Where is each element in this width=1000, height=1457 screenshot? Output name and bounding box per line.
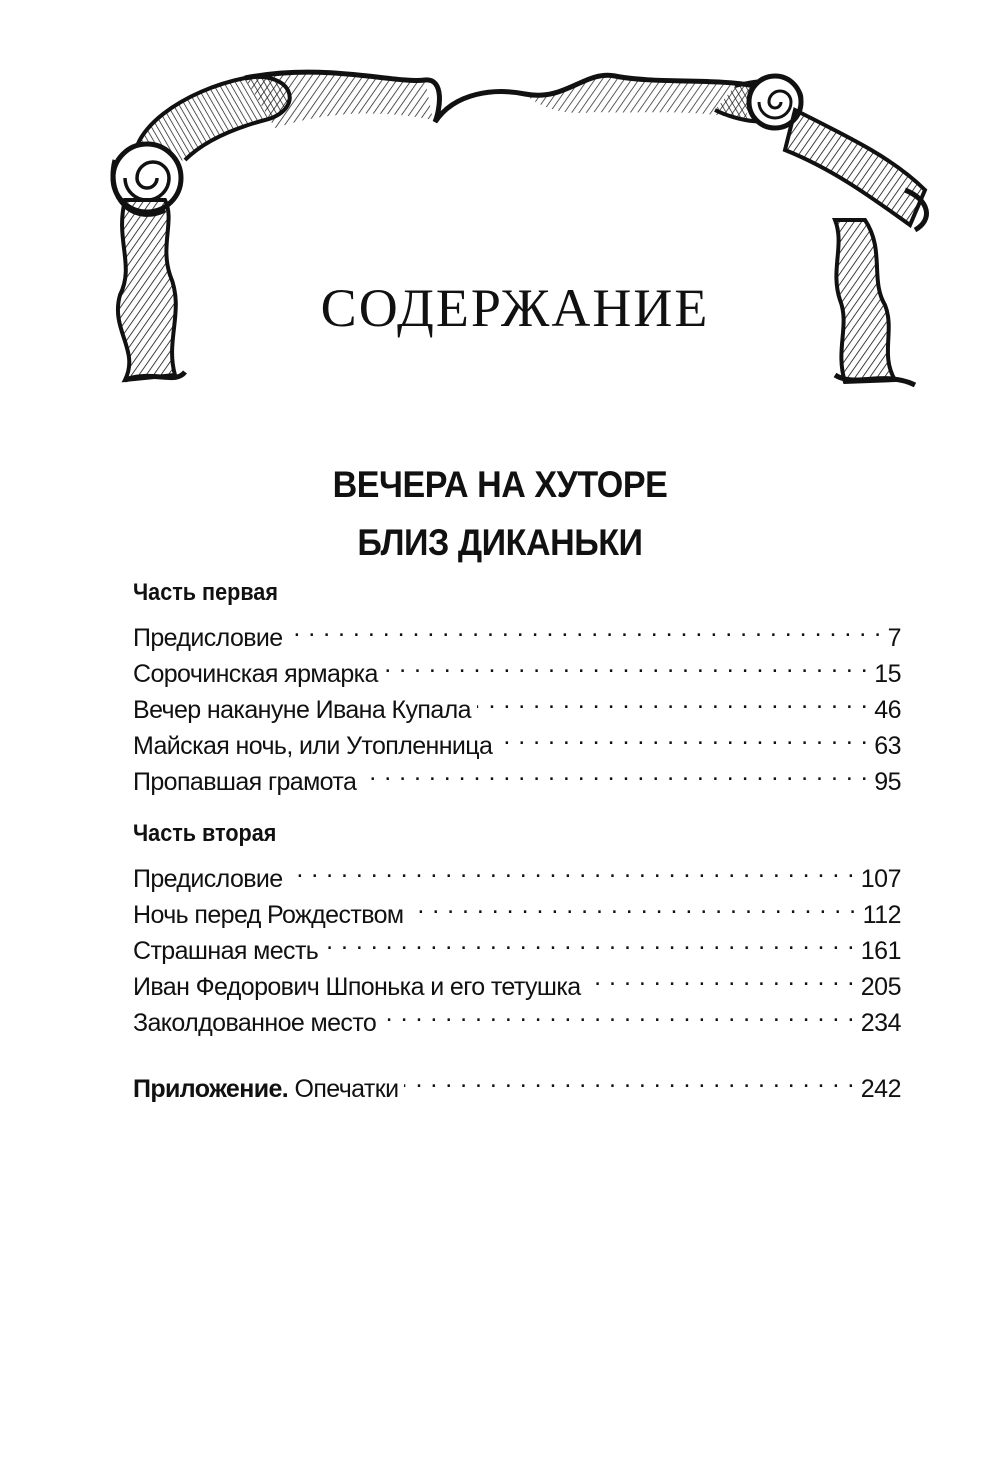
toc-entry-title: Сорочинская ярмарка [133,660,378,688]
dot-leader [289,610,882,646]
toc-entry-page: 95 [874,768,901,796]
toc-entry-title: Ночь перед Рождеством [133,901,404,929]
toc-entry-page: 112 [862,901,901,929]
toc-entry[interactable] [133,851,901,893]
dot-leader [410,887,857,923]
dot-leader [362,754,868,790]
dot-leader [324,923,855,959]
toc-entry-title: Майская ночь, или Утопленница [133,732,493,760]
toc-entry-page: 63 [874,732,901,760]
dot-leader [382,995,855,1031]
scroll-banner [95,50,935,390]
scroll-ornament-icon [95,50,935,390]
dot-leader [384,646,868,682]
toc-entry-title: Страшная месть [133,937,319,965]
toc-entry-page: 15 [874,660,901,688]
table-of-contents [133,575,901,1103]
toc-entry-page: 205 [860,973,901,1001]
dot-leader [587,959,855,995]
toc-entry-page: 46 [874,696,901,724]
dot-leader [404,1061,854,1097]
toc-entry-appendix[interactable] [133,1061,901,1103]
toc-entry-title: Предисловие [133,624,283,652]
dot-leader [477,682,868,718]
toc-entry[interactable] [133,610,901,652]
appendix-label: Приложение. [133,1075,289,1103]
toc-entry-title: Иван Федорович Шпонька и его тетушка [133,973,581,1001]
toc-entry-title: Пропавшая грамота [133,768,357,796]
toc-entry-title: Вечер накануне Ивана Купала [133,696,471,724]
part-heading: Часть вторая [133,820,277,847]
toc-entry-page: 7 [887,624,901,652]
book-title-line-1: ВЕЧЕРА НА ХУТОРЕ [332,464,668,505]
dot-leader [498,718,868,754]
book-title [40,456,960,572]
toc-entry-page: 107 [860,865,901,893]
dot-leader [289,851,855,887]
toc-entry-title: Заколдованное место [133,1009,377,1037]
toc-entry-title: Предисловие [133,865,283,893]
toc-entry-page: 161 [860,937,901,965]
part-heading: Часть первая [133,579,278,606]
appendix-title: Опечатки [294,1075,399,1103]
page-title: СОДЕРЖАНИЕ [320,278,710,338]
toc-entry-title [133,1071,398,1107]
toc-entry-page: 234 [860,1009,901,1037]
toc-entry-page: 242 [860,1075,901,1103]
book-title-line-2: БЛИЗ ДИКАНЬКИ [357,522,643,563]
